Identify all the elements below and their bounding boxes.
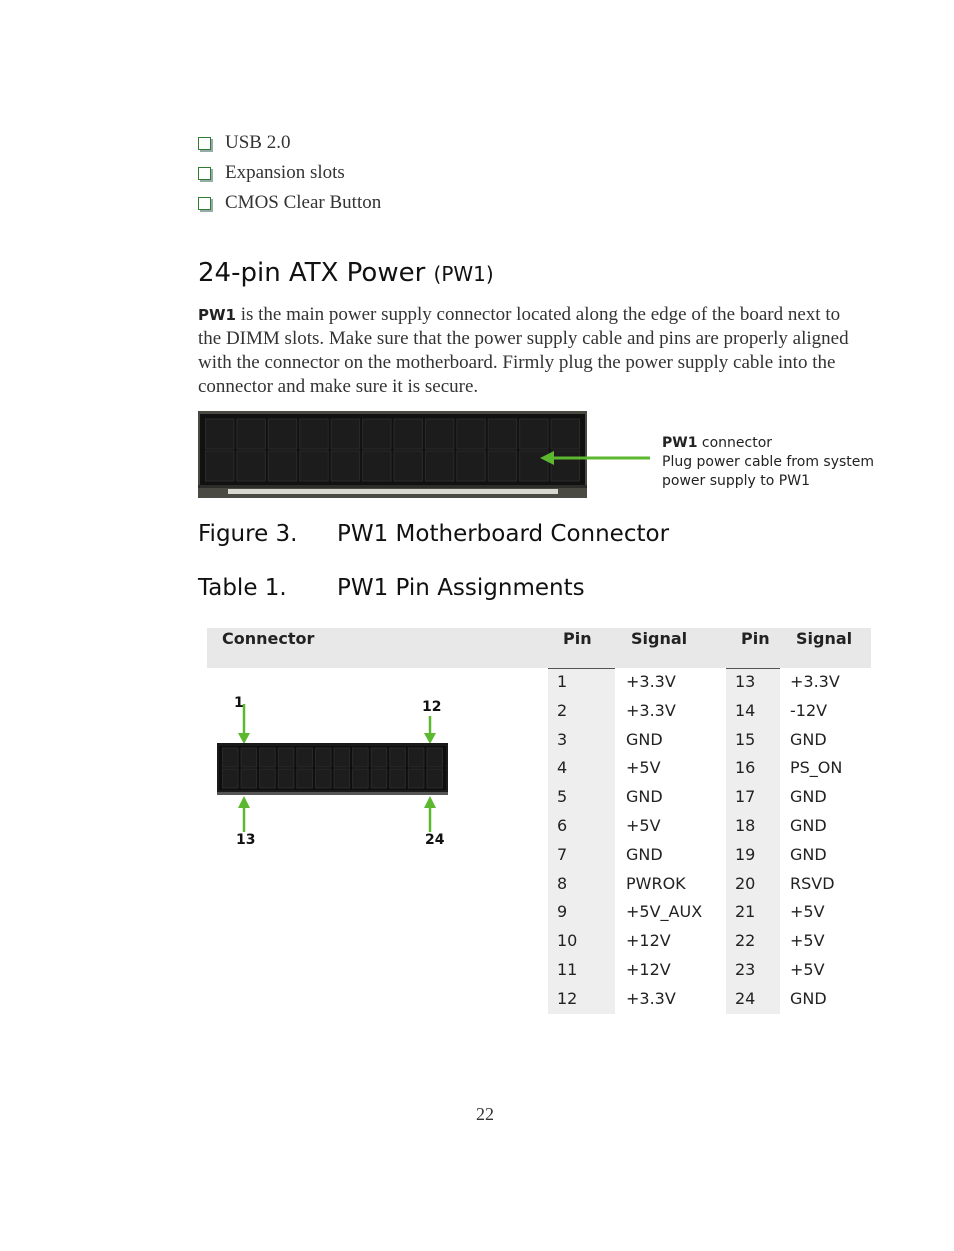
checkbox-bullet-icon [198,197,211,210]
connector-callout: PW1 connector Plug power cable from system power supply to PW1 [662,435,875,489]
section-title: 24-pin ATX Power (PW1) [198,258,494,288]
pin-number-cell: 5 [557,787,568,807]
signal-cell: +5V [626,816,661,835]
pw1-connector-photo [198,411,587,498]
page-number: 22 [476,1104,494,1124]
pin-number-cell: 21 [735,902,756,922]
pin-number-cell: 22 [735,931,756,951]
pin-number-cell: 23 [735,960,756,979]
header-pin: Pin [563,629,592,648]
signal-cell: +5V [790,902,825,922]
pin-number-cell: 14 [735,700,756,720]
signal-cell: GND [626,787,663,807]
feature-list [198,128,381,218]
table-caption: Table 1. PW1 Pin Assignments [198,575,585,601]
list-item: CMOS Clear Button [198,188,381,218]
pin-number-cell: 9 [557,902,568,922]
pin-number-cell: 18 [735,816,756,835]
signal-cell: +3.3V [790,672,840,691]
signal-cell: +3.3V [626,700,676,720]
signal-cell: GND [790,844,827,864]
pin-number-cell: 8 [557,873,568,893]
checkbox-bullet-icon [198,137,211,150]
pin-number-cell: 20 [735,873,756,893]
pointer-arrow-icon [538,448,653,468]
signal-cell: +3.3V [626,988,676,1008]
pin-number-cell: 16 [735,758,756,778]
signal-cell: PS_ON [790,758,843,778]
signal-cell: +3.3V [626,672,676,691]
pin-number-cell: 6 [557,816,568,835]
signal-cell: PWROK [626,873,686,893]
pin-label-13: 13 [236,832,256,848]
pin-number-cell: 10 [557,931,578,951]
pin-number-cell: 15 [735,729,756,749]
pin-number-cell: 17 [735,787,756,807]
signal-cell: GND [790,816,827,835]
signal-cell: +5V [790,931,825,951]
header-signal: Signal [631,629,688,648]
pin-number-cell: 19 [735,844,756,864]
signal-cell: GND [790,988,827,1008]
header-connector: Connector [222,629,315,648]
pin-number-cell: 3 [557,729,568,749]
signal-cell: RSVD [790,873,835,893]
list-item: USB 2.0 [198,128,381,158]
pin-number-cell: 24 [735,988,756,1008]
signal-cell: -12V [790,700,828,720]
pin-label-12: 12 [422,699,442,715]
pw1-bold: PW1 [198,306,236,324]
signal-cell: GND [626,729,663,749]
pin-number-cell: 12 [557,988,578,1008]
signal-cell: GND [626,844,663,864]
pin-number-cell: 2 [557,700,568,720]
description-paragraph: PW1 is the main power supply connector located along the edge of the board next to the DIMM slots. Make sure that the power supply cable and pins are properly aligned with the connector on the motherboard. Firmly plug the power supply cable into the connector and make sure it is secure. [198,304,849,397]
pin-number-cell: 11 [557,960,578,979]
signal-cell: GND [790,787,827,807]
pin-number-cell: 4 [557,758,568,778]
pin-number-cell: 13 [735,672,756,691]
signal-cell: +5V [626,758,661,778]
pin-label-1: 1 [234,695,244,711]
figure-caption: Figure 3. PW1 Motherboard Connector [198,521,670,547]
pin-number-cell: 1 [557,672,568,691]
pin-label-24: 24 [425,832,445,848]
signal-cell: +5V [790,960,825,979]
signal-cell: +12V [626,931,671,951]
header-signal: Signal [796,629,853,648]
pin-number-cell: 7 [557,844,568,864]
header-pin: Pin [741,629,770,648]
signal-cell: +12V [626,960,671,979]
checkbox-bullet-icon [198,167,211,180]
signal-cell: +5V_AUX [626,902,703,922]
signal-cell: GND [790,729,827,749]
list-item: Expansion slots [198,158,381,188]
